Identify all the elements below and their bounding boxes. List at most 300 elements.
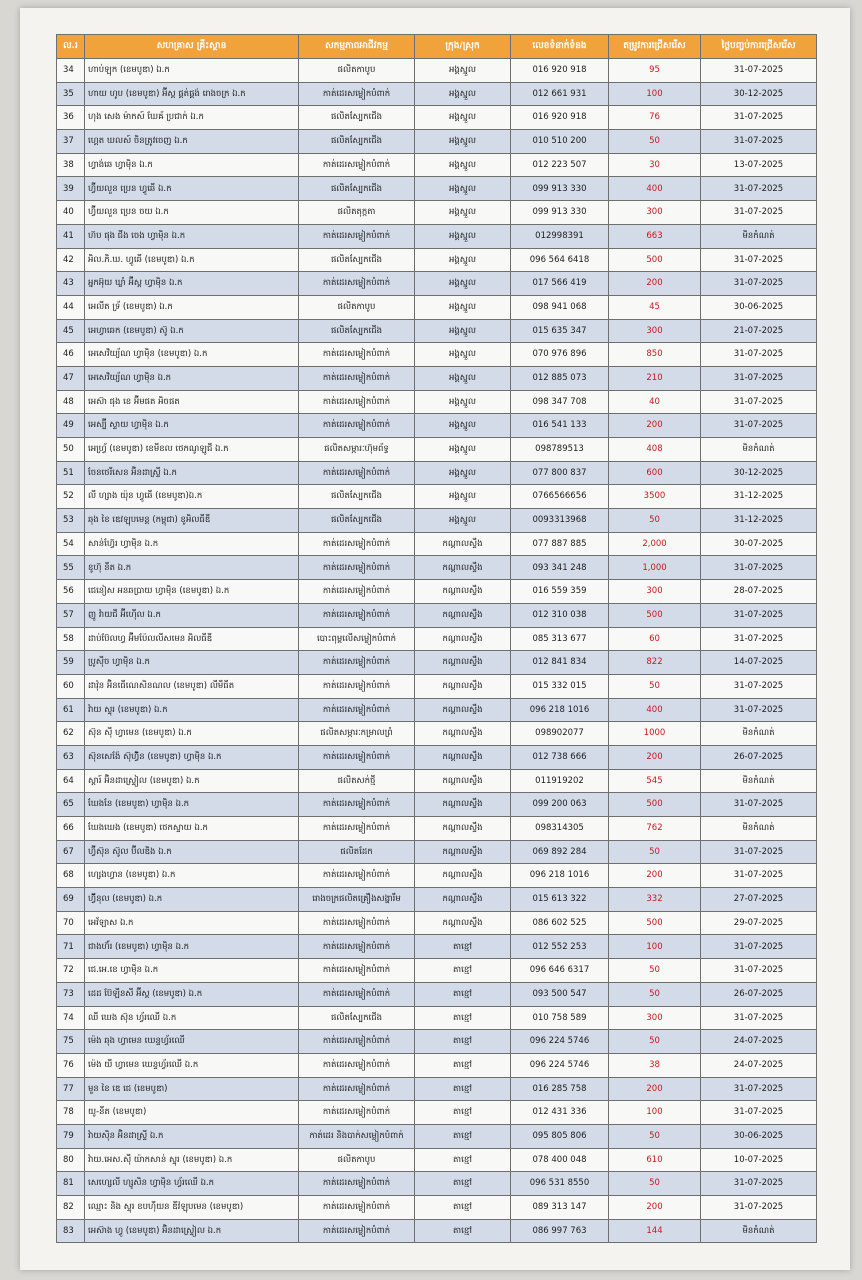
recruitment-count: 300 bbox=[609, 1006, 701, 1030]
row-number: 69 bbox=[57, 888, 85, 912]
business-activity: កាត់ដេរសម្លៀកបំពាក់ bbox=[299, 272, 415, 296]
table-row bbox=[57, 248, 817, 272]
recruitment-count: 100 bbox=[609, 82, 701, 106]
deadline-date: 31-07-2025 bbox=[701, 1101, 817, 1125]
deadline-date: មិនកំណត់ bbox=[701, 817, 817, 841]
phone-number: 070 976 896 bbox=[511, 343, 609, 367]
phone-number: 012 841 834 bbox=[511, 651, 609, 675]
table-row bbox=[57, 461, 817, 485]
deadline-date: 29-07-2025 bbox=[701, 911, 817, 935]
recruitment-count: 50 bbox=[609, 959, 701, 983]
deadline-date: 31-07-2025 bbox=[701, 1077, 817, 1101]
district: តាខ្មៅ bbox=[415, 1148, 511, 1172]
district: កណ្ដាលស្ទឹង bbox=[415, 556, 511, 580]
recruitment-count: 50 bbox=[609, 982, 701, 1006]
table-row bbox=[57, 674, 817, 698]
company-name: សេហ្សេលី ហ្សូសិន ហ្វាម៉ិន ហ្វ័រឈើ ឯ.ក bbox=[85, 1172, 299, 1196]
business-activity: កាត់ដេរសម្លៀកបំពាក់ bbox=[299, 911, 415, 935]
phone-number: 077 887 885 bbox=[511, 532, 609, 556]
recruitment-count: 663 bbox=[609, 224, 701, 248]
business-activity: រោងចក្រផលិតគ្រឿងសង្ហារឹម bbox=[299, 888, 415, 912]
row-number: 42 bbox=[57, 248, 85, 272]
header-deadline: ថ្ងៃបញ្ចប់ការជ្រើសរើស bbox=[701, 35, 817, 59]
table-row bbox=[57, 272, 817, 296]
district: កណ្ដាលស្ទឹង bbox=[415, 532, 511, 556]
row-number: 55 bbox=[57, 556, 85, 580]
company-name: អេហ្វ្រ័ (ខេមបូឌា) ខេមីខល ថេកណូឡូជី ឯ.ក bbox=[85, 438, 299, 462]
company-name: ហ៊ប ផុង ជីង ចេង ហ្វាម៉ិន ឯ.ក bbox=[85, 224, 299, 248]
recruitment-count: 200 bbox=[609, 745, 701, 769]
business-activity: ផលិតតុក្កតា bbox=[299, 201, 415, 225]
district: អង្គស្នួល bbox=[415, 343, 511, 367]
row-number: 61 bbox=[57, 698, 85, 722]
business-activity: កាត់ដេរសម្លៀកបំពាក់ bbox=[299, 982, 415, 1006]
row-number: 40 bbox=[57, 201, 85, 225]
table-row bbox=[57, 366, 817, 390]
company-name: អេលីត ទ្រ័ (ខេមបូឌា) ឯ.ក bbox=[85, 295, 299, 319]
business-activity: កាត់ដេរសម្លៀកបំពាក់ bbox=[299, 224, 415, 248]
row-number: 66 bbox=[57, 817, 85, 841]
row-number: 63 bbox=[57, 745, 85, 769]
phone-number: 016 559 359 bbox=[511, 580, 609, 604]
recruitment-count: 95 bbox=[609, 59, 701, 83]
district: កណ្ដាលស្ទឹង bbox=[415, 888, 511, 912]
row-number: 39 bbox=[57, 177, 85, 201]
company-name: ជេនៀស អនឆប្រាយ ហ្វាម៉ិន (ខេមបូឌា) ឯ.ក bbox=[85, 580, 299, 604]
recruitment-count: 200 bbox=[609, 1077, 701, 1101]
district: តាខ្មៅ bbox=[415, 1172, 511, 1196]
deadline-date: 24-07-2025 bbox=[701, 1030, 817, 1054]
business-activity: ផលិតដែក bbox=[299, 840, 415, 864]
phone-number: 012 552 253 bbox=[511, 935, 609, 959]
deadline-date: 31-07-2025 bbox=[701, 959, 817, 983]
phone-number: 096 224 5746 bbox=[511, 1053, 609, 1077]
district: កណ្ដាលស្ទឹង bbox=[415, 651, 511, 675]
recruitment-count: 50 bbox=[609, 509, 701, 533]
district: អង្គស្នួល bbox=[415, 319, 511, 343]
business-activity: ផលិតកាបូប bbox=[299, 295, 415, 319]
district: អង្គស្នួល bbox=[415, 130, 511, 154]
recruitment-count: 210 bbox=[609, 366, 701, 390]
table-header-row bbox=[57, 35, 817, 59]
deadline-date: 31-07-2025 bbox=[701, 414, 817, 438]
phone-number: 096 218 1016 bbox=[511, 864, 609, 888]
row-number: 77 bbox=[57, 1077, 85, 1101]
deadline-date: 31-07-2025 bbox=[701, 935, 817, 959]
table-row bbox=[57, 295, 817, 319]
phone-number: 098314305 bbox=[511, 817, 609, 841]
deadline-date: 30-07-2025 bbox=[701, 532, 817, 556]
table-row bbox=[57, 888, 817, 912]
district: កណ្ដាលស្ទឹង bbox=[415, 769, 511, 793]
recruitment-count: 300 bbox=[609, 319, 701, 343]
row-number: 47 bbox=[57, 366, 85, 390]
phone-number: 015 635 347 bbox=[511, 319, 609, 343]
recruitment-count: 850 bbox=[609, 343, 701, 367]
deadline-date: 31-07-2025 bbox=[701, 59, 817, 83]
business-activity: កាត់ដេរសម្លៀកបំពាក់ bbox=[299, 1053, 415, 1077]
business-activity: កាត់ដេរសម្លៀកបំពាក់ bbox=[299, 556, 415, 580]
business-activity: ផលិតស្បែកជើង bbox=[299, 130, 415, 154]
table-row bbox=[57, 793, 817, 817]
row-number: 75 bbox=[57, 1030, 85, 1054]
row-number: 71 bbox=[57, 935, 85, 959]
deadline-date: 31-07-2025 bbox=[701, 698, 817, 722]
business-activity: កាត់ដេរសម្លៀកបំពាក់ bbox=[299, 935, 415, 959]
table-row bbox=[57, 580, 817, 604]
table-row bbox=[57, 343, 817, 367]
table-row bbox=[57, 224, 817, 248]
table-row bbox=[57, 59, 817, 83]
deadline-date: 31-12-2025 bbox=[701, 509, 817, 533]
header-district: ក្រុង/ស្រុក bbox=[415, 35, 511, 59]
table-row bbox=[57, 485, 817, 509]
row-number: 48 bbox=[57, 390, 85, 414]
business-activity: ផលិតសក់ថ្មី bbox=[299, 769, 415, 793]
table-row bbox=[57, 722, 817, 746]
deadline-date: 27-07-2025 bbox=[701, 888, 817, 912]
deadline-date: មិនកំណត់ bbox=[701, 438, 817, 462]
table-row bbox=[57, 1148, 817, 1172]
table-row bbox=[57, 1219, 817, 1243]
table-row bbox=[57, 106, 817, 130]
company-name: ហាយ ហូប (ខេមបូឌា) អ៊ីស្ដ ផ្គត់ផ្គង់ រោងចក្រ ឯ.ក bbox=[85, 82, 299, 106]
phone-number: 017 566 419 bbox=[511, 272, 609, 296]
deadline-date: 31-07-2025 bbox=[701, 343, 817, 367]
phone-number: 096 224 5746 bbox=[511, 1030, 609, 1054]
recruitment-count: 1,000 bbox=[609, 556, 701, 580]
district: អង្គស្នួល bbox=[415, 414, 511, 438]
deadline-date: 31-07-2025 bbox=[701, 1006, 817, 1030]
deadline-date: 31-07-2025 bbox=[701, 556, 817, 580]
row-number: 56 bbox=[57, 580, 85, 604]
company-name: សាន់ហ្វ៊ែរ ហ្វាម៉ិន ឯ.ក bbox=[85, 532, 299, 556]
recruitment-count: 50 bbox=[609, 1172, 701, 1196]
table-row bbox=[57, 153, 817, 177]
deadline-date: 14-07-2025 bbox=[701, 651, 817, 675]
header-recruitment-need: តម្រូវការជ្រើសរើស bbox=[609, 35, 701, 59]
phone-number: 016 285 758 bbox=[511, 1077, 609, 1101]
phone-number: 010 510 200 bbox=[511, 130, 609, 154]
business-activity: កាត់ដេរសម្លៀកបំពាក់ bbox=[299, 651, 415, 675]
table-row bbox=[57, 817, 817, 841]
business-activity: កាត់ដេរសម្លៀកបំពាក់ bbox=[299, 414, 415, 438]
deadline-date: 31-07-2025 bbox=[701, 177, 817, 201]
company-name: ហ្គេត ឃលស៍ ចិនត្រូវចេញ ឯ.ក bbox=[85, 130, 299, 154]
business-activity: កាត់ដេរសម្លៀកបំពាក់ bbox=[299, 1101, 415, 1125]
row-number: 64 bbox=[57, 769, 85, 793]
table-row bbox=[57, 698, 817, 722]
table-row bbox=[57, 509, 817, 533]
row-number: 74 bbox=[57, 1006, 85, 1030]
business-activity: កាត់ដេរសម្លៀកបំពាក់ bbox=[299, 580, 415, 604]
row-number: 59 bbox=[57, 651, 85, 675]
recruitment-count: 30 bbox=[609, 153, 701, 177]
district: អង្គស្នួល bbox=[415, 390, 511, 414]
recruitment-count: 822 bbox=[609, 651, 701, 675]
company-name: ហ្វាង់ឆេ ហ្វាម៉ិន ឯ.ក bbox=[85, 153, 299, 177]
business-activity: កាត់ដេរសម្លៀកបំពាក់ bbox=[299, 461, 415, 485]
table-row bbox=[57, 627, 817, 651]
recruitment-count: 50 bbox=[609, 840, 701, 864]
recruitment-count: 300 bbox=[609, 201, 701, 225]
company-name: ឆុង ខៃ ឌេវឡុបមេន្ត (កម្ពុជា) ខូអិលធីឌី bbox=[85, 509, 299, 533]
recruitment-count: 400 bbox=[609, 698, 701, 722]
business-activity: ផលិតស្បែកជើង bbox=[299, 509, 415, 533]
district: តាខ្មៅ bbox=[415, 1196, 511, 1220]
district: អង្គស្នួល bbox=[415, 248, 511, 272]
phone-number: 086 997 763 bbox=[511, 1219, 609, 1243]
district: កណ្ដាលស្ទឹង bbox=[415, 698, 511, 722]
phone-number: 012 310 038 bbox=[511, 603, 609, 627]
deadline-date: មិនកំណត់ bbox=[701, 722, 817, 746]
table-row bbox=[57, 1006, 817, 1030]
deadline-date: 30-06-2025 bbox=[701, 1124, 817, 1148]
recruitment-count: 2,000 bbox=[609, 532, 701, 556]
company-name: ឈ្មោះ និង ស្ទុរ ខបហ៊ីយន ឌីវ៉ឡុបមេន (ខេមបូឌា) bbox=[85, 1196, 299, 1220]
recruitment-count: 500 bbox=[609, 248, 701, 272]
district: កណ្ដាលស្ទឹង bbox=[415, 793, 511, 817]
business-activity: កាត់ដេរសម្លៀកបំពាក់ bbox=[299, 1219, 415, 1243]
recruitment-count: 50 bbox=[609, 1124, 701, 1148]
business-activity: ផលិតសម្ភារៈហ៊ុមព័ទ្ធ bbox=[299, 438, 415, 462]
phone-number: 085 313 677 bbox=[511, 627, 609, 651]
phone-number: 098 347 708 bbox=[511, 390, 609, 414]
phone-number: 0766566656 bbox=[511, 485, 609, 509]
phone-number: 012 431 336 bbox=[511, 1101, 609, 1125]
district: អង្គស្នួល bbox=[415, 295, 511, 319]
table-row bbox=[57, 982, 817, 1006]
deadline-date: 31-07-2025 bbox=[701, 603, 817, 627]
deadline-date: 26-07-2025 bbox=[701, 745, 817, 769]
district: តាខ្មៅ bbox=[415, 1219, 511, 1243]
company-name: អេស៊ាង ហ្វូ (ខេមបូឌា) អ៊ិនដាស្ទ្រៀល ឯ.ក bbox=[85, 1219, 299, 1243]
phone-number: 099 913 330 bbox=[511, 201, 609, 225]
phone-number: 012 885 073 bbox=[511, 366, 609, 390]
phone-number: 077 800 837 bbox=[511, 461, 609, 485]
table-row bbox=[57, 959, 817, 983]
table-row bbox=[57, 1077, 817, 1101]
company-name: វ៉ាយ.អេស.ស៊ី យ៉ាកសាន់ ស្ទុរ (ខេមបូឌា) ឯ.ក bbox=[85, 1148, 299, 1172]
deadline-date: 31-07-2025 bbox=[701, 674, 817, 698]
table-row bbox=[57, 603, 817, 627]
phone-number: 016 920 918 bbox=[511, 59, 609, 83]
district: តាខ្មៅ bbox=[415, 935, 511, 959]
company-name: ជាងហ៊័រ (ខេមបូឌា) ហ្វាម៉ិន ឯ.ក bbox=[85, 935, 299, 959]
company-name: ប្រូស៊ីច ហ្វាម៉ិន ឯ.ក bbox=[85, 651, 299, 675]
district: កណ្ដាលស្ទឹង bbox=[415, 722, 511, 746]
row-number: 83 bbox=[57, 1219, 85, 1243]
district: កណ្ដាលស្ទឹង bbox=[415, 911, 511, 935]
business-activity: ផលិតកាបូប bbox=[299, 59, 415, 83]
table-row bbox=[57, 911, 817, 935]
recruitment-count: 76 bbox=[609, 106, 701, 130]
company-name: យូ-នីត (ខេមបូឌា) bbox=[85, 1101, 299, 1125]
row-number: 38 bbox=[57, 153, 85, 177]
table-row bbox=[57, 1196, 817, 1220]
company-name: ហាប់ឡុក (ខេមបូឌា) ឯ.ក bbox=[85, 59, 299, 83]
company-name: ហ្វ៊ីស៊ុន ស៊ូល ប៊ីលឌិង ឯ.ក bbox=[85, 840, 299, 864]
business-activity: ផលិតស្បែកជើង bbox=[299, 1006, 415, 1030]
business-activity: កាត់ដេរសម្លៀកបំពាក់ bbox=[299, 343, 415, 367]
company-name: ញូ វ៉ាយជី អ៊ីហ៊ើល ឯ.ក bbox=[85, 603, 299, 627]
district: អង្គស្នួល bbox=[415, 485, 511, 509]
table-row bbox=[57, 319, 817, 343]
table-row bbox=[57, 1172, 817, 1196]
row-number: 57 bbox=[57, 603, 85, 627]
row-number: 53 bbox=[57, 509, 85, 533]
company-name: អេស៊ា ផុង ខេ អ៊ីមផត អិចផត bbox=[85, 390, 299, 414]
header-business-activity: សកម្មភាពអាជីវកម្ម bbox=[299, 35, 415, 59]
recruitment-count: 50 bbox=[609, 674, 701, 698]
district: អង្គស្នួល bbox=[415, 177, 511, 201]
business-activity: កាត់ដេរសម្លៀកបំពាក់ bbox=[299, 1030, 415, 1054]
recruitment-count: 500 bbox=[609, 911, 701, 935]
phone-number: 0093313968 bbox=[511, 509, 609, 533]
company-name: ហ៊្វីនុល (ខេមបូឌា) ឯ.ក bbox=[85, 888, 299, 912]
deadline-date: 10-07-2025 bbox=[701, 1148, 817, 1172]
row-number: 45 bbox=[57, 319, 85, 343]
recruitment-count: 408 bbox=[609, 438, 701, 462]
phone-number: 089 313 147 bbox=[511, 1196, 609, 1220]
business-activity: កាត់ដេរសម្លៀកបំពាក់ bbox=[299, 817, 415, 841]
table-row bbox=[57, 840, 817, 864]
business-activity: បោះពុម្ពលើសម្លៀកបំពាក់ bbox=[299, 627, 415, 651]
district: កណ្ដាលស្ទឹង bbox=[415, 840, 511, 864]
row-number: 36 bbox=[57, 106, 85, 130]
recruitment-count: 100 bbox=[609, 1101, 701, 1125]
phone-number: 099 913 330 bbox=[511, 177, 609, 201]
recruitment-count: 3500 bbox=[609, 485, 701, 509]
table-row bbox=[57, 438, 817, 462]
recruitment-count: 610 bbox=[609, 1148, 701, 1172]
recruitment-count: 40 bbox=[609, 390, 701, 414]
company-name: អិល.ភិ.ឃ. ហ្វូឆើ (ខេមបូឌា) ឯ.ក bbox=[85, 248, 299, 272]
district: អង្គស្នួល bbox=[415, 438, 511, 462]
company-name: ចែនថេរីសេន អ៊ិនដាស្ទ្រី ឯ.ក bbox=[85, 461, 299, 485]
district: កណ្ដាលស្ទឹង bbox=[415, 864, 511, 888]
row-number: 72 bbox=[57, 959, 85, 983]
recruitment-count: 100 bbox=[609, 935, 701, 959]
district: អង្គស្នួល bbox=[415, 201, 511, 225]
company-name: អេស្ប៊ី ស្ទាយ ហ្វាម៉ិន ឯ.ក bbox=[85, 414, 299, 438]
deadline-date: 30-06-2025 bbox=[701, 295, 817, 319]
phone-number: 095 805 806 bbox=[511, 1124, 609, 1148]
recruitment-count: 400 bbox=[609, 177, 701, 201]
table-row bbox=[57, 745, 817, 769]
row-number: 79 bbox=[57, 1124, 85, 1148]
phone-number: 093 500 547 bbox=[511, 982, 609, 1006]
phone-number: 012998391 bbox=[511, 224, 609, 248]
phone-number: 012 223 507 bbox=[511, 153, 609, 177]
recruitment-count: 200 bbox=[609, 864, 701, 888]
phone-number: 098902077 bbox=[511, 722, 609, 746]
phone-number: 012 661 931 bbox=[511, 82, 609, 106]
recruitment-count: 500 bbox=[609, 793, 701, 817]
table-row bbox=[57, 651, 817, 675]
company-name: ឃែងនែ (ខេមបូឌា) ហ្វាម៉ិន ឯ.ក bbox=[85, 793, 299, 817]
row-number: 43 bbox=[57, 272, 85, 296]
district: អង្គស្នួល bbox=[415, 82, 511, 106]
business-activity: កាត់ដេរសម្លៀកបំពាក់ bbox=[299, 698, 415, 722]
row-number: 34 bbox=[57, 59, 85, 83]
district: កណ្ដាលស្ទឹង bbox=[415, 627, 511, 651]
recruitment-count: 60 bbox=[609, 627, 701, 651]
phone-number: 096 218 1016 bbox=[511, 698, 609, 722]
district: តាខ្មៅ bbox=[415, 1006, 511, 1030]
district: តាខ្មៅ bbox=[415, 1101, 511, 1125]
row-number: 70 bbox=[57, 911, 85, 935]
company-name: វ៉ាយ ស្ទុរ (ខេមបូឌា) ឯ.ក bbox=[85, 698, 299, 722]
company-name: អេសេវិយ្យ័ណ ហ្វាម៉ិន (ខេមបូឌា) ឯ.ក bbox=[85, 343, 299, 367]
row-number: 80 bbox=[57, 1148, 85, 1172]
district: តាខ្មៅ bbox=[415, 1124, 511, 1148]
row-number: 44 bbox=[57, 295, 85, 319]
table-row bbox=[57, 935, 817, 959]
company-name: ហ្សេងហ្វាន (ខេមបូឌា) ឯ.ក bbox=[85, 864, 299, 888]
company-name: ឈី ឃេង ស៊ុន ហ្វ័រឈើ ឯ.ក bbox=[85, 1006, 299, 1030]
district: អង្គស្នួល bbox=[415, 224, 511, 248]
district: កណ្ដាលស្ទឹង bbox=[415, 745, 511, 769]
phone-number: 016 541 133 bbox=[511, 414, 609, 438]
phone-number: 010 758 589 bbox=[511, 1006, 609, 1030]
company-name: អេសេវិយ្យ័ណ ហ្វាម៉ិន ឯ.ក bbox=[85, 366, 299, 390]
row-number: 35 bbox=[57, 82, 85, 106]
deadline-date: មិនកំណត់ bbox=[701, 769, 817, 793]
table-row bbox=[57, 556, 817, 580]
deadline-date: 21-07-2025 bbox=[701, 319, 817, 343]
district: អង្គស្នួល bbox=[415, 272, 511, 296]
phone-number: 012 738 666 bbox=[511, 745, 609, 769]
company-name: ហុង សេង ម៉ាកស៍ ឃែឝ័ ប្រជាក់ ឯ.ក bbox=[85, 106, 299, 130]
company-name: ហ្វ៊ីយលួន ប្រេន ចយ ឯ.ក bbox=[85, 201, 299, 225]
row-number: 37 bbox=[57, 130, 85, 154]
phone-number: 015 332 015 bbox=[511, 674, 609, 698]
deadline-date: 31-07-2025 bbox=[701, 793, 817, 817]
district: អង្គស្នួល bbox=[415, 461, 511, 485]
business-activity: ផលិតស្បែកជើង bbox=[299, 248, 415, 272]
company-name: ស៊ុនសេង៉ែ ស៊ុហ៊្វិន (ខេមបូឌា) ហ្វាម៉ិន ឯ.ក bbox=[85, 745, 299, 769]
company-name: ស៊ុន ស៊ី ហ្វាមេន (ខេមបូឌា) ឯ.ក bbox=[85, 722, 299, 746]
deadline-date: 28-07-2025 bbox=[701, 580, 817, 604]
deadline-date: 31-07-2025 bbox=[701, 130, 817, 154]
company-name: ម៉េង យី ហ្វាមេន ឃេន្ទហ្វ័រឈើ ឯ.ក bbox=[85, 1053, 299, 1077]
row-number: 68 bbox=[57, 864, 85, 888]
company-name: អ្នកអ៊ុយ ឃ្លាំ អ៊ីស្ដ ហ្វាម៉ិន ឯ.ក bbox=[85, 272, 299, 296]
district: កណ្ដាលស្ទឹង bbox=[415, 603, 511, 627]
company-name: ហ្វ៊ីយលួន ប្រេន ហ្វូឆើ ឯ.ក bbox=[85, 177, 299, 201]
table-row bbox=[57, 1124, 817, 1148]
phone-number: 011919202 bbox=[511, 769, 609, 793]
district: អង្គស្នួល bbox=[415, 106, 511, 130]
company-name: ស្ដារ៍ អ៊ិនដាស្ទ្រៀល (ខេមបូឌា) ឯ.ក bbox=[85, 769, 299, 793]
row-number: 50 bbox=[57, 438, 85, 462]
row-number: 46 bbox=[57, 343, 85, 367]
phone-number: 093 341 248 bbox=[511, 556, 609, 580]
deadline-date: 31-07-2025 bbox=[701, 1172, 817, 1196]
row-number: 76 bbox=[57, 1053, 85, 1077]
table-row bbox=[57, 177, 817, 201]
row-number: 65 bbox=[57, 793, 85, 817]
table-row bbox=[57, 1030, 817, 1054]
district: តាខ្មៅ bbox=[415, 959, 511, 983]
deadline-date: មិនកំណត់ bbox=[701, 224, 817, 248]
table-row bbox=[57, 1053, 817, 1077]
recruitment-count: 200 bbox=[609, 1196, 701, 1220]
header-contact: លេខទំនាក់ទំនង bbox=[511, 35, 609, 59]
district: តាខ្មៅ bbox=[415, 1077, 511, 1101]
phone-number: 096 646 6317 bbox=[511, 959, 609, 983]
